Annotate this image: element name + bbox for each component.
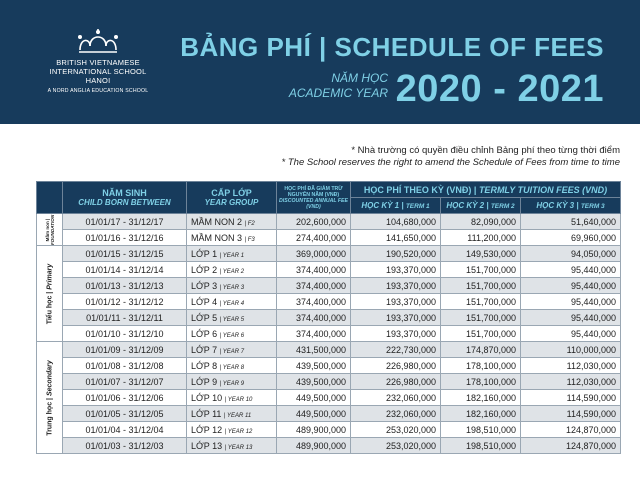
term2-fee-cell: 151,700,000 <box>441 294 521 310</box>
header-term3-en: TERM 3 <box>580 203 605 210</box>
academic-year-label-en: ACADEMIC YEAR <box>288 86 388 100</box>
dob-cell: 01/01/10 - 31/12/10 <box>63 326 187 342</box>
grade-label: LỚP 5 <box>191 312 218 323</box>
dob-cell: 01/01/11 - 31/12/11 <box>63 310 187 326</box>
term2-fee-cell: 151,700,000 <box>441 326 521 342</box>
group-label-vi: Trung học | <box>46 397 53 436</box>
term3-fee-cell: 69,960,000 <box>521 230 621 246</box>
year-group-label: | YEAR 11 <box>223 412 252 419</box>
school-name-line1: BRITISH VIETNAMESE <box>56 58 140 67</box>
term1-fee-cell: 193,370,000 <box>351 262 441 278</box>
note-vi: * Nhà trường có quyền điều chỉnh Bảng phí theo từng thời điểm <box>351 145 620 156</box>
header-birth-vi: NĂM SINH <box>102 187 147 198</box>
dob-cell: 01/01/17 - 31/12/17 <box>63 214 187 230</box>
grade-cell <box>187 390 277 406</box>
term3-fee-cell: 112,030,000 <box>521 358 621 374</box>
grade-label: MẦM NON 3 <box>191 232 243 243</box>
term2-fee-cell: 182,160,000 <box>441 406 521 422</box>
grade-cell <box>187 342 277 358</box>
term1-fee-cell: 193,370,000 <box>351 294 441 310</box>
table-row <box>37 246 621 262</box>
term2-fee-cell: 111,200,000 <box>441 230 521 246</box>
dob-cell: 01/01/05 - 31/12/05 <box>63 406 187 422</box>
group-label-vi: Mầm non | <box>44 218 50 241</box>
annual-fee-cell: 449,500,000 <box>277 390 351 406</box>
grade-cell <box>187 438 277 454</box>
dob-cell: 01/01/03 - 31/12/03 <box>63 438 187 454</box>
term2-fee-cell: 182,160,000 <box>441 390 521 406</box>
year-group-label: | YEAR 1 <box>219 252 245 259</box>
academic-year-label <box>278 71 388 101</box>
table-row <box>37 342 621 358</box>
header-termly-vi: HỌC PHÍ THEO KỲ (VNĐ) | <box>363 184 477 195</box>
header-grade <box>187 182 277 214</box>
term1-fee-cell: 232,060,000 <box>351 390 441 406</box>
term3-fee-cell: 95,440,000 <box>521 278 621 294</box>
group-label-cell <box>37 246 63 342</box>
academic-year-label-vi: NĂM HỌC <box>331 71 388 85</box>
school-name-line2: INTERNATIONAL SCHOOL <box>49 67 147 76</box>
term1-fee-cell: 141,650,000 <box>351 230 441 246</box>
table-row <box>37 390 621 406</box>
term2-fee-cell: 198,510,000 <box>441 438 521 454</box>
group-label-en: Secondary <box>46 359 53 396</box>
grade-label: LỚP 3 <box>191 280 218 291</box>
term2-fee-cell: 178,100,000 <box>441 374 521 390</box>
year-group-label: | YEAR 10 <box>224 396 253 403</box>
grade-label: LỚP 6 <box>191 328 218 339</box>
header-grade-vi: CẤP LỚP <box>211 187 252 198</box>
header-term2-vi: HỌC KỲ 2 | <box>446 201 489 210</box>
annual-fee-cell: 431,500,000 <box>277 342 351 358</box>
table-row <box>37 438 621 454</box>
annual-fee-cell: 374,400,000 <box>277 310 351 326</box>
dob-cell: 01/01/08 - 31/12/08 <box>63 358 187 374</box>
term3-fee-cell: 114,590,000 <box>521 406 621 422</box>
grade-cell <box>187 214 277 230</box>
table-row <box>37 262 621 278</box>
table-row <box>37 310 621 326</box>
group-label-cell <box>37 214 63 246</box>
header-birth-en: CHILD BORN BETWEEN <box>78 197 171 207</box>
year-group-label: | F3 <box>244 236 255 243</box>
school-tagline: A NORD ANGLIA EDUCATION SCHOOL <box>47 88 149 94</box>
term1-fee-cell: 222,730,000 <box>351 342 441 358</box>
term1-fee-cell: 104,680,000 <box>351 214 441 230</box>
term1-fee-cell: 193,370,000 <box>351 326 441 342</box>
table-row <box>37 230 621 246</box>
term2-fee-cell: 149,530,000 <box>441 246 521 262</box>
header-grade-en: YEAR GROUP <box>204 197 259 207</box>
fee-table <box>36 181 621 454</box>
group-label-en: Primary <box>46 263 53 290</box>
term1-fee-cell: 193,370,000 <box>351 278 441 294</box>
annual-fee-cell: 374,400,000 <box>277 262 351 278</box>
term1-fee-cell: 226,980,000 <box>351 358 441 374</box>
header-term1 <box>351 198 441 214</box>
grade-cell <box>187 422 277 438</box>
grade-cell <box>187 230 277 246</box>
annual-fee-cell: 489,900,000 <box>277 438 351 454</box>
header-blank <box>37 182 63 214</box>
dob-cell: 01/01/15 - 31/12/15 <box>63 246 187 262</box>
grade-label: LỚP 2 <box>191 264 218 275</box>
header-term3-vi: HỌC KỲ 3 | <box>536 201 579 210</box>
annual-fee-cell: 439,500,000 <box>277 358 351 374</box>
header-banner <box>0 0 640 124</box>
group-label-cell <box>37 342 63 454</box>
table-row <box>37 406 621 422</box>
term1-fee-cell: 253,020,000 <box>351 422 441 438</box>
grade-label: LỚP 9 <box>191 376 218 387</box>
annual-fee-cell: 439,500,000 <box>277 374 351 390</box>
grade-label: MẦM NON 2 <box>191 216 243 227</box>
grade-cell <box>187 310 277 326</box>
term2-fee-cell: 178,100,000 <box>441 358 521 374</box>
annual-fee-cell: 374,400,000 <box>277 294 351 310</box>
annual-fee-cell: 274,400,000 <box>277 230 351 246</box>
page-title: BẢNG PHÍ | SCHEDULE OF FEES <box>180 32 604 62</box>
dob-cell: 01/01/14 - 31/12/14 <box>63 262 187 278</box>
header-annual-vi: HỌC PHÍ ĐÃ GIẢM TRỪ NGUYÊN NĂM (VNĐ) <box>284 185 343 198</box>
term3-fee-cell: 94,050,000 <box>521 246 621 262</box>
table-row <box>37 422 621 438</box>
grade-label: LỚP 10 <box>191 392 223 403</box>
term2-fee-cell: 151,700,000 <box>441 310 521 326</box>
annual-fee-cell: 374,400,000 <box>277 278 351 294</box>
header-termly-en: TERMLY TUITION FEES (VND) <box>478 184 608 195</box>
term3-fee-cell: 95,440,000 <box>521 326 621 342</box>
grade-cell <box>187 278 277 294</box>
grade-cell <box>187 246 277 262</box>
grade-cell <box>187 262 277 278</box>
header-annual-fee <box>277 182 351 214</box>
year-group-label: | YEAR 3 <box>219 284 245 291</box>
grade-label: LỚP 8 <box>191 360 218 371</box>
table-row <box>37 214 621 230</box>
term1-fee-cell: 190,520,000 <box>351 246 441 262</box>
year-group-label: | YEAR 2 <box>219 268 245 275</box>
term1-fee-cell: 253,020,000 <box>351 438 441 454</box>
term3-fee-cell: 124,870,000 <box>521 438 621 454</box>
year-group-label: | YEAR 5 <box>219 316 245 323</box>
year-group-label: | YEAR 9 <box>219 380 245 387</box>
year-group-label: | YEAR 7 <box>219 348 245 355</box>
term2-fee-cell: 198,510,000 <box>441 422 521 438</box>
header-term3 <box>521 198 621 214</box>
grade-label: LỚP 4 <box>191 296 218 307</box>
grade-cell <box>187 406 277 422</box>
header-term2-en: TERM 2 <box>490 203 515 210</box>
header-birth <box>63 182 187 214</box>
term3-fee-cell: 95,440,000 <box>521 262 621 278</box>
dob-cell: 01/01/16 - 31/12/16 <box>63 230 187 246</box>
crown-logo-icon <box>75 28 121 56</box>
school-logo <box>18 28 178 94</box>
year-group-label: | F2 <box>244 220 255 227</box>
header-term1-vi: HỌC KỲ 1 | <box>361 201 404 210</box>
grade-cell <box>187 294 277 310</box>
grade-label: LỚP 13 <box>191 440 223 451</box>
term3-fee-cell: 51,640,000 <box>521 214 621 230</box>
group-label <box>46 360 53 435</box>
header-term2 <box>441 198 521 214</box>
header-term1-en: TERM 1 <box>405 203 430 210</box>
annual-fee-cell: 449,500,000 <box>277 406 351 422</box>
dob-cell: 01/01/12 - 31/12/12 <box>63 294 187 310</box>
dob-cell: 01/01/13 - 31/12/13 <box>63 278 187 294</box>
term1-fee-cell: 193,370,000 <box>351 310 441 326</box>
group-label <box>45 214 55 244</box>
term2-fee-cell: 151,700,000 <box>441 278 521 294</box>
year-group-label: | YEAR 8 <box>219 364 245 371</box>
term1-fee-cell: 232,060,000 <box>351 406 441 422</box>
group-label <box>46 263 53 324</box>
grade-label: LỚP 7 <box>191 344 218 355</box>
grade-cell <box>187 358 277 374</box>
term1-fee-cell: 226,980,000 <box>351 374 441 390</box>
grade-label: LỚP 11 <box>191 408 222 419</box>
note-en: * The School reserves the right to amend the Schedule of Fees from time to time <box>281 157 620 168</box>
table-row <box>37 326 621 342</box>
year-group-label: | YEAR 12 <box>224 428 253 435</box>
term3-fee-cell: 95,440,000 <box>521 310 621 326</box>
term3-fee-cell: 95,440,000 <box>521 294 621 310</box>
grade-cell <box>187 326 277 342</box>
table-row <box>37 358 621 374</box>
dob-cell: 01/01/04 - 31/12/04 <box>63 422 187 438</box>
school-name-line3: HANOI <box>85 76 111 85</box>
grade-label: LỚP 1 <box>191 248 218 259</box>
term2-fee-cell: 82,090,000 <box>441 214 521 230</box>
term2-fee-cell: 174,870,000 <box>441 342 521 358</box>
year-group-label: | YEAR 13 <box>224 444 253 451</box>
annual-fee-cell: 489,900,000 <box>277 422 351 438</box>
annual-fee-cell: 369,000,000 <box>277 246 351 262</box>
dob-cell: 01/01/06 - 31/12/06 <box>63 390 187 406</box>
dob-cell: 01/01/09 - 31/12/09 <box>63 342 187 358</box>
term2-fee-cell: 151,700,000 <box>441 262 521 278</box>
annual-fee-cell: 374,400,000 <box>277 326 351 342</box>
group-label-vi: Tiểu học | <box>46 291 53 324</box>
annual-fee-cell: 202,600,000 <box>277 214 351 230</box>
header-annual-en: DISCOUNTED ANNUAL FEE (VND) <box>279 197 348 210</box>
term3-fee-cell: 124,870,000 <box>521 422 621 438</box>
grade-label: LỚP 12 <box>191 424 223 435</box>
table-row <box>37 278 621 294</box>
fee-table-body <box>37 214 621 454</box>
year-group-label: | YEAR 6 <box>219 332 245 339</box>
header-termly-fees <box>351 182 621 198</box>
academic-year: 2020 - 2021 <box>395 68 604 110</box>
term3-fee-cell: 110,000,000 <box>521 342 621 358</box>
term3-fee-cell: 114,590,000 <box>521 390 621 406</box>
term3-fee-cell: 112,030,000 <box>521 374 621 390</box>
dob-cell: 01/01/07 - 31/12/07 <box>63 374 187 390</box>
grade-cell <box>187 374 277 390</box>
table-row <box>37 374 621 390</box>
group-label-en: FOUNDATION <box>49 214 55 245</box>
table-row <box>37 294 621 310</box>
year-group-label: | YEAR 4 <box>219 300 245 307</box>
